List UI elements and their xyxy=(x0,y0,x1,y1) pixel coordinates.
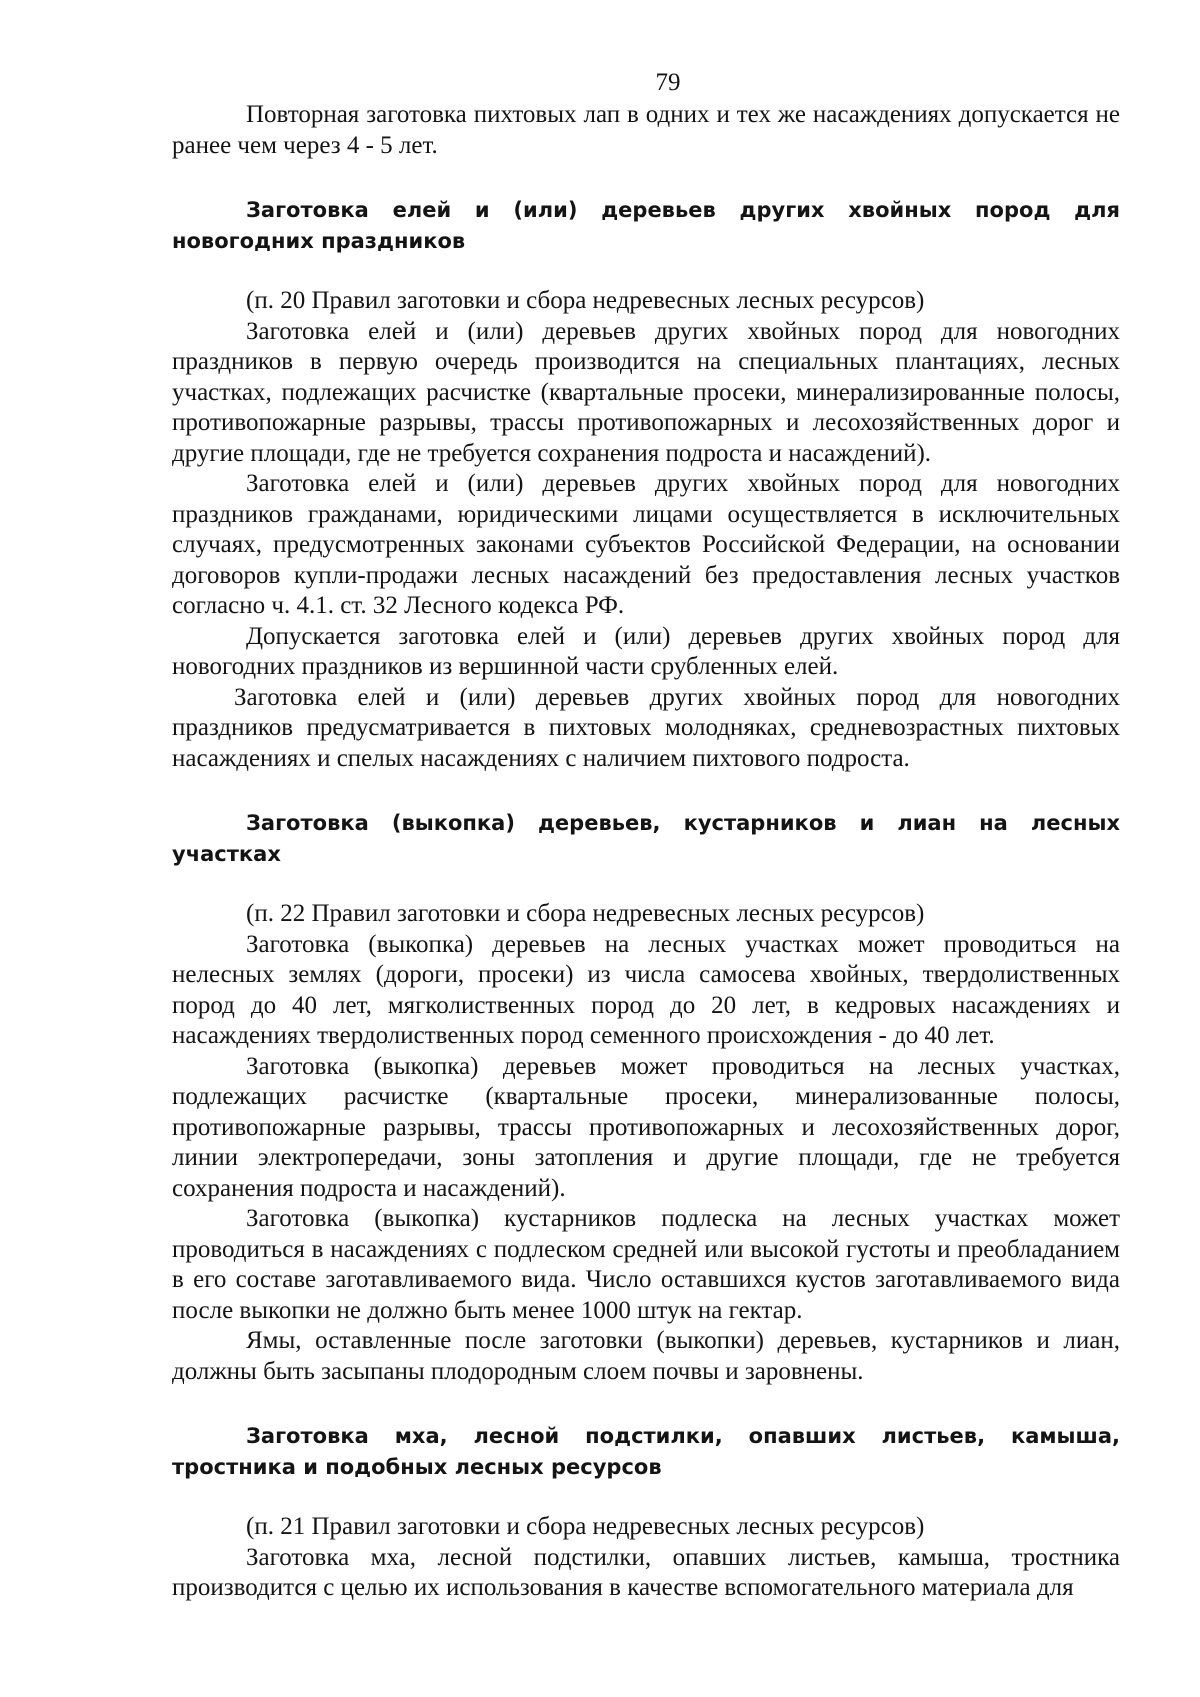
document-page xyxy=(172,0,1120,1604)
rule-reference: (п. 22 Правил заготовки и сбора недревесных лесных ресурсов) xyxy=(246,900,925,927)
paragraph: Заготовка мха, лесной подстилки, опавших листьев, камыша, тростника производится с целью их использования в качестве вспомогательного материала для xyxy=(172,1543,1120,1601)
page-number: 79 xyxy=(655,69,681,96)
rule-reference: (п. 21 Правил заготовки и сбора недревесных лесных ресурсов) xyxy=(246,1513,925,1540)
rule-reference: (п. 20 Правил заготовки и сбора недревесных лесных ресурсов) xyxy=(246,287,925,314)
paragraph: Заготовка елей и (или) деревьев других хвойных пород для новогодних праздников в первую очередь производится на специальных плантациях, лесных участках, подлежащих расчистке (квартальные просеки, минерализированные полосы, противопожарные разрывы, трассы противопожарных и лесохозяйственных дорог и другие площади, где не требуется сохранения подроста и насаждений). xyxy=(172,317,1120,467)
paragraph: Заготовка елей и (или) деревьев других хвойных пород для новогодних праздников гражданами, юридическими лицами осуществляется в исключительных случаях, предусмотренных законами субъектов Российской Федерации, на основании договоров купли-продажи лесных насаждений без предоставления лесных участков согласно ч. 4.1. ст. 32 Лесного кодекса РФ. xyxy=(172,470,1120,619)
section-heading: Заготовка мха, лесной подстилки, опавших листьев, камыша, тростника и подобных лесных ресурсов xyxy=(172,1424,1120,1479)
paragraph: Заготовка елей и (или) деревьев других хвойных пород для новогодних праздников предусматривается в пихтовых молодняках, средневозрастных пихтовых насаждениях и спелых насаждениях с наличием пихтового подроста. xyxy=(172,683,1120,772)
section-heading: Заготовка елей и (или) деревьев других хвойных пород для новогодних праздников xyxy=(172,198,1120,253)
paragraph: Повторная заготовка пихтовых лап в одних и тех же насаждениях допускается не ранее чем через 4 - 5 лет. xyxy=(172,101,1120,159)
paragraph: Заготовка (выкопка) деревьев может проводиться на лесных участках, подлежащих расчистке (квартальные просеки, минерализованные полосы, противопожарные разрывы, трассы противопожарных и лесохозяйственных дорог, линии электропередачи, зоны затопления и другие площади, где не требуется сохранения подроста и насаждений). xyxy=(172,1052,1120,1202)
paragraph: Допускается заготовка елей и (или) деревьев других хвойных пород для новогодних праздников из вершинной части срубленных елей. xyxy=(172,622,1120,680)
paragraph: Заготовка (выкопка) кустарников подлеска на лесных участках может проводиться в насаждениях с подлеском средней или высокой густоты и преобладанием в его составе заготавливаемого вида. Число оставшихся кустов заготавливаемого вида после выкопки не должно быть менее 1000 штук на гектар. xyxy=(172,1205,1120,1324)
paragraph: Ямы, оставленные после заготовки (выкопки) деревьев, кустарников и лиан, должны быть засыпаны плодородным слоем почвы и заровнены. xyxy=(172,1327,1120,1385)
section-heading: Заготовка (выкопка) деревьев, кустарников и лиан на лесных участках xyxy=(172,811,1120,866)
paragraph: Заготовка (выкопка) деревьев на лесных участках может проводиться на нелесных землях (дороги, просеки) из числа самосева хвойных, твердолиственных пород до 40 лет, мягколиственных пород до 20 лет, в кедровых насаждениях и насаждениях твердолиственных пород семенного происхождения - до 40 лет. xyxy=(172,930,1120,1049)
